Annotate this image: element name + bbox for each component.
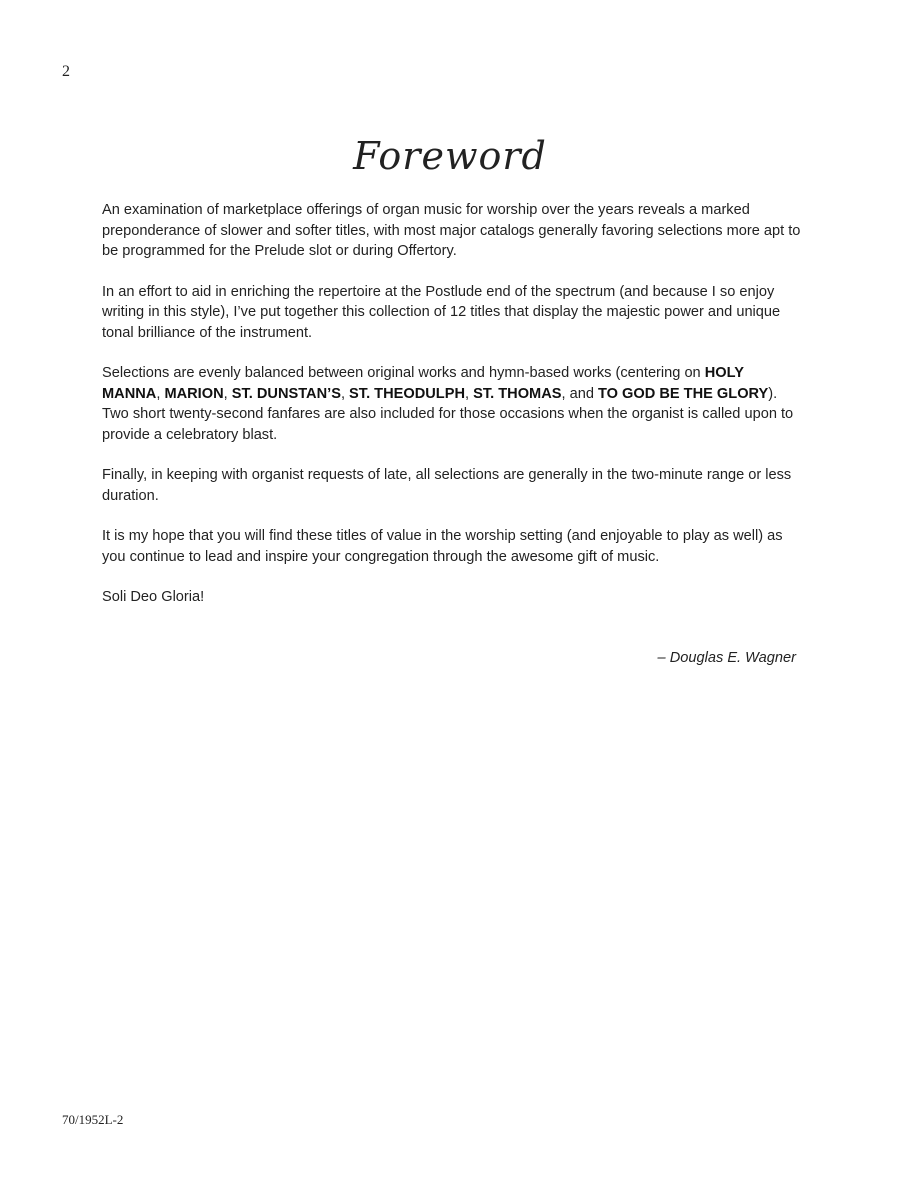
paragraph-3-intro: Selections are evenly balanced between original works and hymn-based works (centering on: [102, 365, 705, 381]
hymn-separator: ,: [223, 385, 232, 402]
paragraph-4: Finally, in keeping with organist requests of late, all selections are generally in the two-minute range or less duration.: [102, 467, 792, 504]
hymn-separator: ,: [156, 385, 165, 402]
catalog-number: 70/1952L-2: [62, 1112, 124, 1127]
page-number: 2: [62, 63, 70, 80]
page-title: Foreword: [353, 134, 547, 178]
hymn-holy-manna: HOLY MANNA: [102, 365, 744, 402]
paragraph-3: [102, 363, 802, 445]
hymn-to-god-be-the-glory: TO GOD BE THE GLORY: [598, 385, 769, 402]
paragraph-1: An examination of marketplace offerings of organ music for worship over the years reveals a marked preponderance of slower and softer titles, with most major catalogs generally favoring selections more apt to be programmed for the Prelude slot or during Offertory.: [102, 202, 801, 259]
hymn-st-thomas: ST. THOMAS: [473, 385, 562, 402]
foreword-body: [102, 200, 802, 628]
hymn-separator: , and: [561, 385, 598, 402]
paragraph-5: It is my hope that you will find these titles of value in the worship setting (and enjoyable to play as well) as you continue to lead and inspire your congregation through the awesome gift of music.: [102, 528, 783, 565]
hymn-st-dunstans: ST. DUNSTAN’S: [231, 385, 341, 402]
author-signature: – Douglas E. Wagner: [657, 650, 796, 666]
hymn-separator: ,: [340, 385, 350, 402]
paragraph-6: Soli Deo Gloria!: [102, 589, 205, 605]
paragraph-3-outro: ). Two short twenty-second fanfares are also included for those occasions when the organist is called upon to provide a celebratory blast.: [102, 385, 794, 443]
paragraph-2: In an effort to aid in enriching the repertoire at the Postlude end of the spectrum (and because I so enjoy writing in this style), I’ve put together this collection of 12 titles that display the majestic power and unique tonal brilliance of the instrument.: [102, 283, 781, 341]
hymn-st-theodulph: ST. THEODULPH: [349, 385, 465, 402]
hymn-separator: ,: [465, 385, 474, 402]
hymn-marion: MARION: [164, 385, 224, 402]
